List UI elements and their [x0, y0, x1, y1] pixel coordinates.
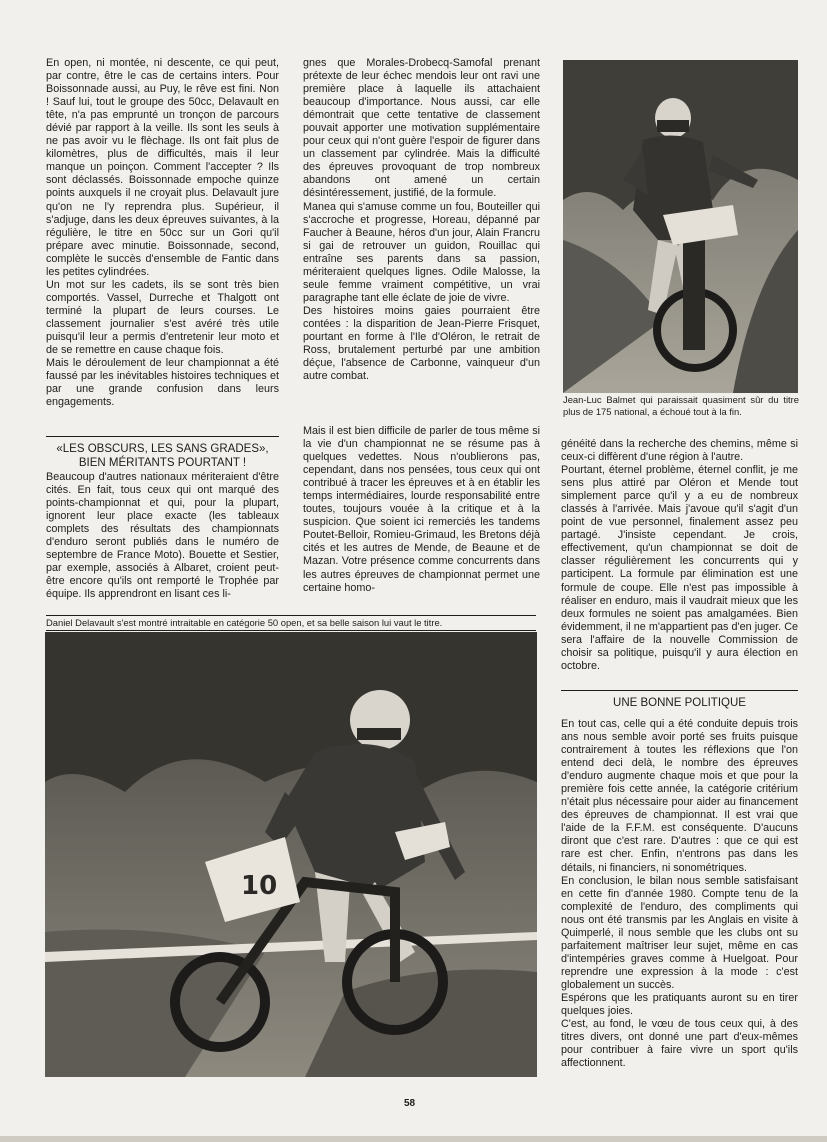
section-heading-politique: UNE BONNE POLITIQUE — [561, 690, 798, 710]
photo-caption-2: Daniel Delavault s'est montré intraitable en catégorie 50 open, et sa belle saison lui vaut le titre. — [46, 615, 536, 631]
photo-delavault — [45, 632, 537, 1077]
rider-photo-1 — [563, 60, 798, 393]
paragraph: Mais le déroulement de leur championnat a été faussé par les inévitables histoires techniques et par une grande confusion dans leurs engagements. — [46, 357, 279, 409]
paragraph: Beaucoup d'autres nationaux mériteraient d'être cités. En fait, tous ceux qui ont marqué des points-championnat et qui, pour la plupart, ignorent leur place exacte (les tableaux complets des résultats des championnats d'enduro seront publiés dans le numéro de septembre de France Moto). Bouette et Sestier, par exemple, associés à Albaret, croient peut-être encore qu'ils ont remporté le Trophée par équipe. Ils apprendront en lisant ces li- — [46, 471, 279, 601]
column-3-bottom — [561, 718, 798, 1070]
column-1-bottom — [46, 471, 279, 601]
paragraph: gnes que Morales-Drobecq-Samofal prenant prétexte de leur échec mendois leur ont ravi une première place à laquelle ils attachaient beaucoup d'importance. Nous aussi, car elle démontrait que cette tentative de classement pouvait apporter une motivation supplémentaire pour ceux qui n'ont guère l'espoir de figurer dans un classement par cylindrée. Mais la difficulté des épreuves provoquant de trop nombreux abandons ont amené un certain désintéressement, justifié, de la formule. — [303, 57, 540, 200]
paragraph: Mais il est bien difficile de parler de tous même si la vie d'un championnat ne se résume pas à quelques vedettes. Nous n'oublierons pas, cependant, dans nos pensées, tous ceux qui ont contribué à tracer les épreuves et à en établir les temps intermédiaires, lourde responsabilité entre toutes, toujours vouée à la critique et à la suspicion. Que soient ici remerciés les tandems Poutet-Belloir, Romieu-Grimaud, les Bretons déjà cités et les autres de Mende, de Beaune et de Mazan. Votre présence comme concurrents dans les autres épreuves de championnat permet une certaine homo- — [303, 425, 540, 594]
page-edge — [0, 1136, 827, 1142]
column-3-top — [561, 438, 798, 673]
paragraph: Manea qui s'amuse comme un fou, Bouteiller qui s'accroche et progresse, Horeau, dépanné par Faucher à Beaune, héros d'un jour, Alain Francru si gai de retrouver un guidon, Rouillac qui entraîne ses parents dans sa passion, mériteraient quelques lignes. Odile Malosse, la seule femme vraiment compétitive, un vrai paragraphe tant elle éclate de joie de vivre. — [303, 200, 540, 304]
column-1-top — [46, 57, 279, 409]
paragraph: Des histoires moins gaies pourraient être contées : la disparition de Jean-Pierre Frisquet, pourtant en forme à l'Ile d'Oléron, le retrait de Ross, brutalement perturbé par une ambition déçue, l'absence de Carbonne, vainqueur d'un autre combat. — [303, 304, 540, 383]
column-2-top — [303, 57, 540, 383]
page-number: 58 — [404, 1098, 416, 1109]
photo-balmet — [563, 60, 798, 393]
paragraph: C'est, au fond, le vœu de tous ceux qui, à des titres divers, ont donné une part d'eux-mêmes pour contribuer à faire vivre un sport qu'ils affectionnent. — [561, 1018, 798, 1070]
paragraph: généité dans la recherche des chemins, même si ceux-ci diffèrent d'une région à l'autre. — [561, 438, 798, 464]
paragraph: En conclusion, le bilan nous semble satisfaisant en cette fin d'année 1980. Compte tenu de la complexité de l'enduro, des compliments qui nous ont été transmis par les Anglais en visite à Quimperlé, il nous semble que les clubs ont su parfaitement maîtriser leur sujet, même en cas d'intempéries graves comme à Huelgoat. Pour reprendre une expression à la mode : c'est globalement un succès. — [561, 874, 798, 991]
paragraph: Espérons que les pratiquants auront su en tirer quelques joies. — [561, 991, 798, 1018]
column-2-bottom — [303, 425, 540, 595]
paragraph: Un mot sur les cadets, ils se sont très bien comportés. Vassel, Durreche et Thalgott ont terminé la plupart de leurs courses. Le classement journalier s'est avéré très utile puisqu'il leur a permis d'entretenir leur moto et de se remettre en cause chaque fois. — [46, 278, 279, 357]
section-heading-obscurs: «LES OBSCURS, LES SANS GRADES», BIEN MÉRITANTS POURTANT ! — [46, 436, 279, 470]
paragraph: En tout cas, celle qui a été conduite depuis trois ans nous semble avoir porté ses fruits puisque contrairement à toutes les réflexions que l'on entend deci delà, le nombre des épreuves d'enduro augmente chaque mois et que pour la première fois cette année, la catégorie critérium n'était plus nécessaire pour aider au financement des épreuves de championnat. Il est vrai que l'aide de la F.F.M. est conséquente. D'aucuns diront que c'est rare. D'autres : que ce qui est rare est cher. Enfin, n'entrons pas dans les détails, ni financiers, ni sonométriques. — [561, 718, 798, 874]
race-number: 10 — [241, 871, 278, 901]
paragraph: En open, ni montée, ni descente, ce qui peut, par contre, être le cas de certains inters. Pour Boissonnade aussi, au Puy, le rêve est fini. Non ! Sauf lui, tout le groupe des 50cc, Delavault en tête, n'a pas emprunté un tronçon de parcours dévié par rapport à la veille. Ils sont les seuls à ne pas avoir vu le flèchage. Ils ont fait plus de kilomètres, plus de difficultés, mais il leur manque un poinçon. Comment l'accepter ? Ils sont déclassés. Boissonnade empoche quinze points auxquels il ne croyait plus. Delavault jure qu'on ne l'y reprendra plus. Supérieur, il s'adjuge, dans les deux épreuves suivantes, à la régulière, le titre en 50cc sur un Gori qu'il prépare avec minutie. Boissonnade, second, complète le succès d'ensemble de Fantic dans les petites cylindrées. — [46, 57, 279, 278]
paragraph: Pourtant, éternel problème, éternel conflit, je me sens plus attiré par Oléron et Mende tout simplement parce qu'il y a eu de nombreux classés à l'arrivée. Mais j'avoue qu'il s'agit d'un point de vue personnel, finalement assez peu partagé. J'insiste cependant. Je crois, effectivement, qu'un championnat se doit de classer régulièrement les concurrents qui y participent. La formule par élimination est une formule de coupe. Elle n'est pas impossible à réaliser en enduro, mais il vaudrait mieux que les deux formules ne soient pas amalgamées. Bien évidemment, il ne m'appartient pas d'en juger. Ce sera l'affaire de la nouvelle Commission de choisir sa politique, puisqu'il y aura élection en octobre. — [561, 464, 798, 672]
photo-caption-1: Jean-Luc Balmet qui paraissait quasiment sûr du titre plus de 175 national, a échoué tout à la fin. — [563, 394, 799, 417]
rider-photo-2 — [45, 632, 537, 1077]
